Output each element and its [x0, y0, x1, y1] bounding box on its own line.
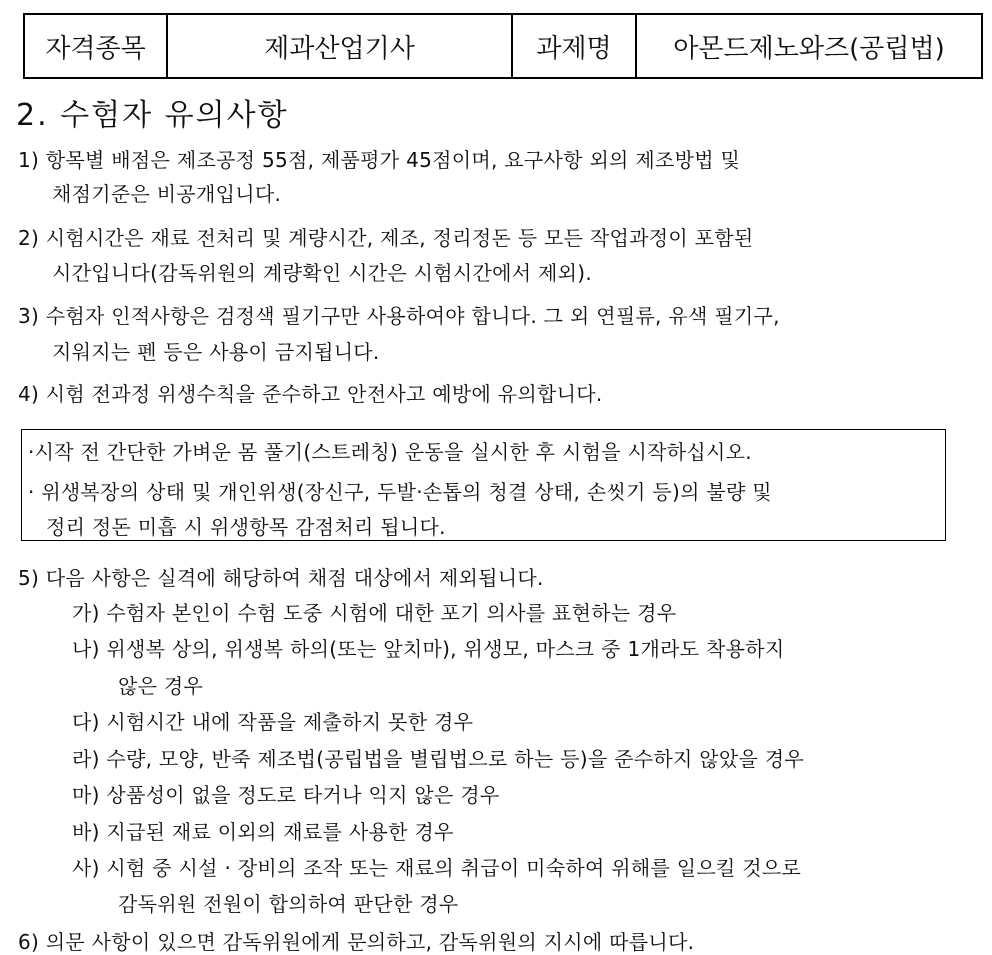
item-5-sub-b-line-2: 않은 경우 [118, 674, 204, 698]
item-5-sub-g-line-2: 감독위원 전원이 합의하여 판단한 경우 [118, 892, 459, 916]
item-5-sub-d: 라) 수량, 모양, 반죽 제조법(공립법을 별립법으로 하는 등)을 준수하지 않았을 경우 [72, 747, 805, 771]
box-line-1: ·시작 전 간단한 가벼운 몸 풀기(스트레칭) 운동을 실시한 후 시험을 시작하십시오. [28, 440, 752, 464]
item-5-sub-g-line-1: 사) 시험 중 시설 · 장비의 조작 또는 재료의 취급이 미숙하여 위해를 일으킬 것으로 [72, 856, 802, 880]
item-5: 5) 다음 사항은 실격에 해당하여 채점 대상에서 제외됩니다. [18, 566, 544, 590]
item-5-sub-f: 바) 지급된 재료 이외의 재료를 사용한 경우 [72, 820, 454, 844]
item-5-sub-b-line-1: 나) 위생복 상의, 위생복 하의(또는 앞치마), 위생모, 마스크 중 1개라도 착용하지 [72, 637, 785, 661]
header-table [23, 13, 983, 79]
section-title: 2. 수험자 유의사항 [16, 98, 289, 133]
item-5-sub-c: 다) 시험시간 내에 작품을 제출하지 못한 경우 [72, 710, 474, 734]
item-5-sub-a: 가) 수험자 본인이 수험 도중 시험에 대한 포기 의사를 표현하는 경우 [72, 601, 677, 625]
item-1-line-1: 1) 항목별 배점은 제조공정 55점, 제품평가 45점이며, 요구사항 외의 제조방법 및 [18, 148, 741, 172]
item-4: 4) 시험 전과정 위생수칙을 준수하고 안전사고 예방에 유의합니다. [18, 382, 603, 406]
item-6: 6) 의문 사항이 있으면 감독위원에게 문의하고, 감독위원의 지시에 따릅니다. [18, 930, 695, 954]
item-3-line-2: 지워지는 펜 등은 사용이 금지됩니다. [52, 340, 380, 364]
item-5-sub-e: 마) 상품성이 없을 정도로 타거나 익지 않은 경우 [72, 783, 500, 807]
item-2-line-2: 시간입니다(감독위원의 계량확인 시간은 시험시간에서 제외). [52, 261, 592, 285]
box-line-3: 정리 정돈 미흡 시 위생항목 감점처리 됩니다. [46, 515, 446, 539]
header-value-task: 아몬드제노와즈(공립법) [673, 33, 945, 64]
header-label-task: 과제명 [513, 15, 637, 77]
header-value-qualification: 제과산업기사 [168, 15, 513, 77]
item-3-line-1: 3) 수험자 인적사항은 검정색 필기구만 사용하여야 합니다. 그 외 연필류, 유색 필기구, [18, 304, 780, 328]
item-1-line-2: 채점기준은 비공개입니다. [52, 182, 282, 206]
box-line-2: · 위생복장의 상태 및 개인위생(장신구, 두발·손톱의 청결 상태, 손씻기 등)의 불량 및 [28, 480, 772, 504]
item-2-line-1: 2) 시험시간은 재료 전처리 및 계량시간, 제조, 정리정돈 등 모든 작업과정이 포함된 [18, 226, 754, 250]
header-label-qualification: 자격종목 [25, 15, 168, 77]
